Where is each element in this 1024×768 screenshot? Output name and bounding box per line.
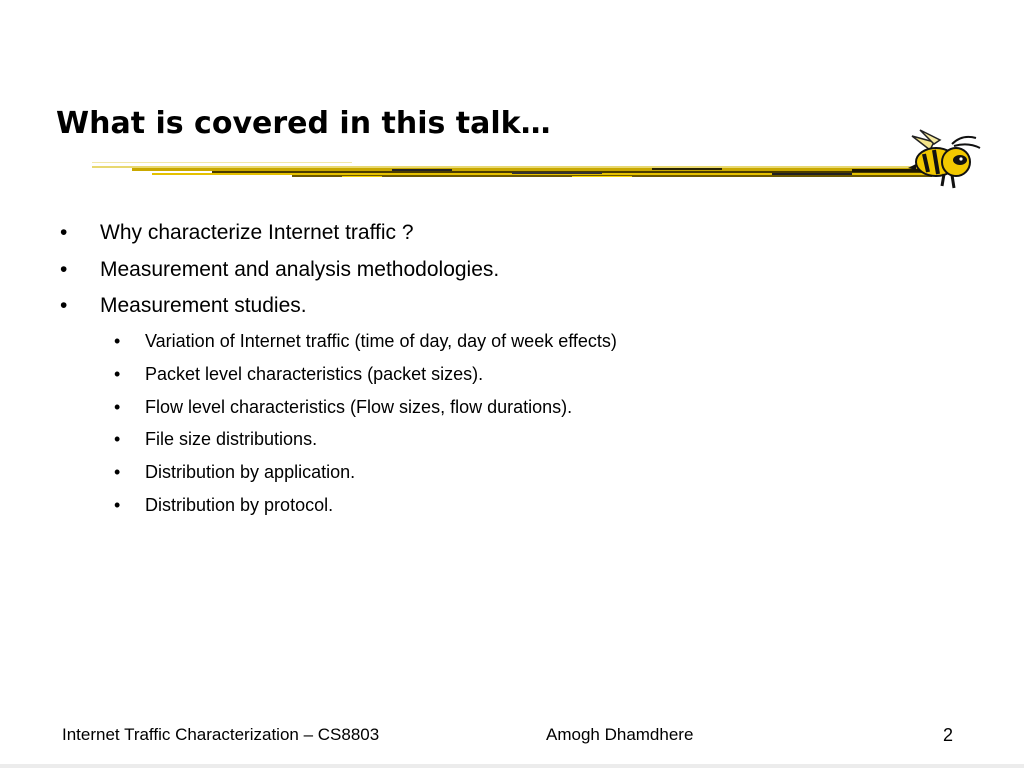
sub-bullet-text: Variation of Internet traffic (time of day, day of week effects): [145, 331, 617, 351]
sub-bullet-text: Distribution by application.: [145, 462, 356, 482]
footer-author: Amogh Dhamdhere: [546, 725, 694, 744]
slide-title: What is covered in this talk…: [56, 106, 551, 141]
page-number: 2: [943, 725, 954, 745]
sub-bullet-text: Packet level characteristics (packet sizes).: [145, 364, 484, 384]
title-rule-divider: [92, 158, 932, 184]
bullet-dot: •: [114, 331, 121, 351]
bullet-dot: •: [114, 397, 121, 417]
sub-bullet-text: Distribution by protocol.: [145, 495, 334, 515]
footer-course-title: Internet Traffic Characterization – CS8803: [62, 725, 380, 744]
bullet-dot: •: [114, 495, 121, 515]
bullet-dot: •: [60, 258, 68, 281]
yellow-jacket-bee-icon: [906, 128, 982, 192]
bullet-text: Why characterize Internet traffic ?: [100, 221, 414, 244]
bullet-dot: •: [114, 364, 121, 384]
slide-bottom-edge: [0, 764, 1024, 768]
bullet-dot: •: [114, 429, 121, 449]
bullet-dot: •: [114, 462, 121, 482]
sub-bullet-text: File size distributions.: [145, 429, 318, 449]
bullet-dot: •: [60, 221, 68, 244]
bullet-dot: •: [60, 294, 68, 317]
bullet-text: Measurement studies.: [100, 294, 307, 317]
bullet-text: Measurement and analysis methodologies.: [100, 258, 500, 281]
sub-bullet-text: Flow level characteristics (Flow sizes, flow durations).: [145, 397, 573, 417]
